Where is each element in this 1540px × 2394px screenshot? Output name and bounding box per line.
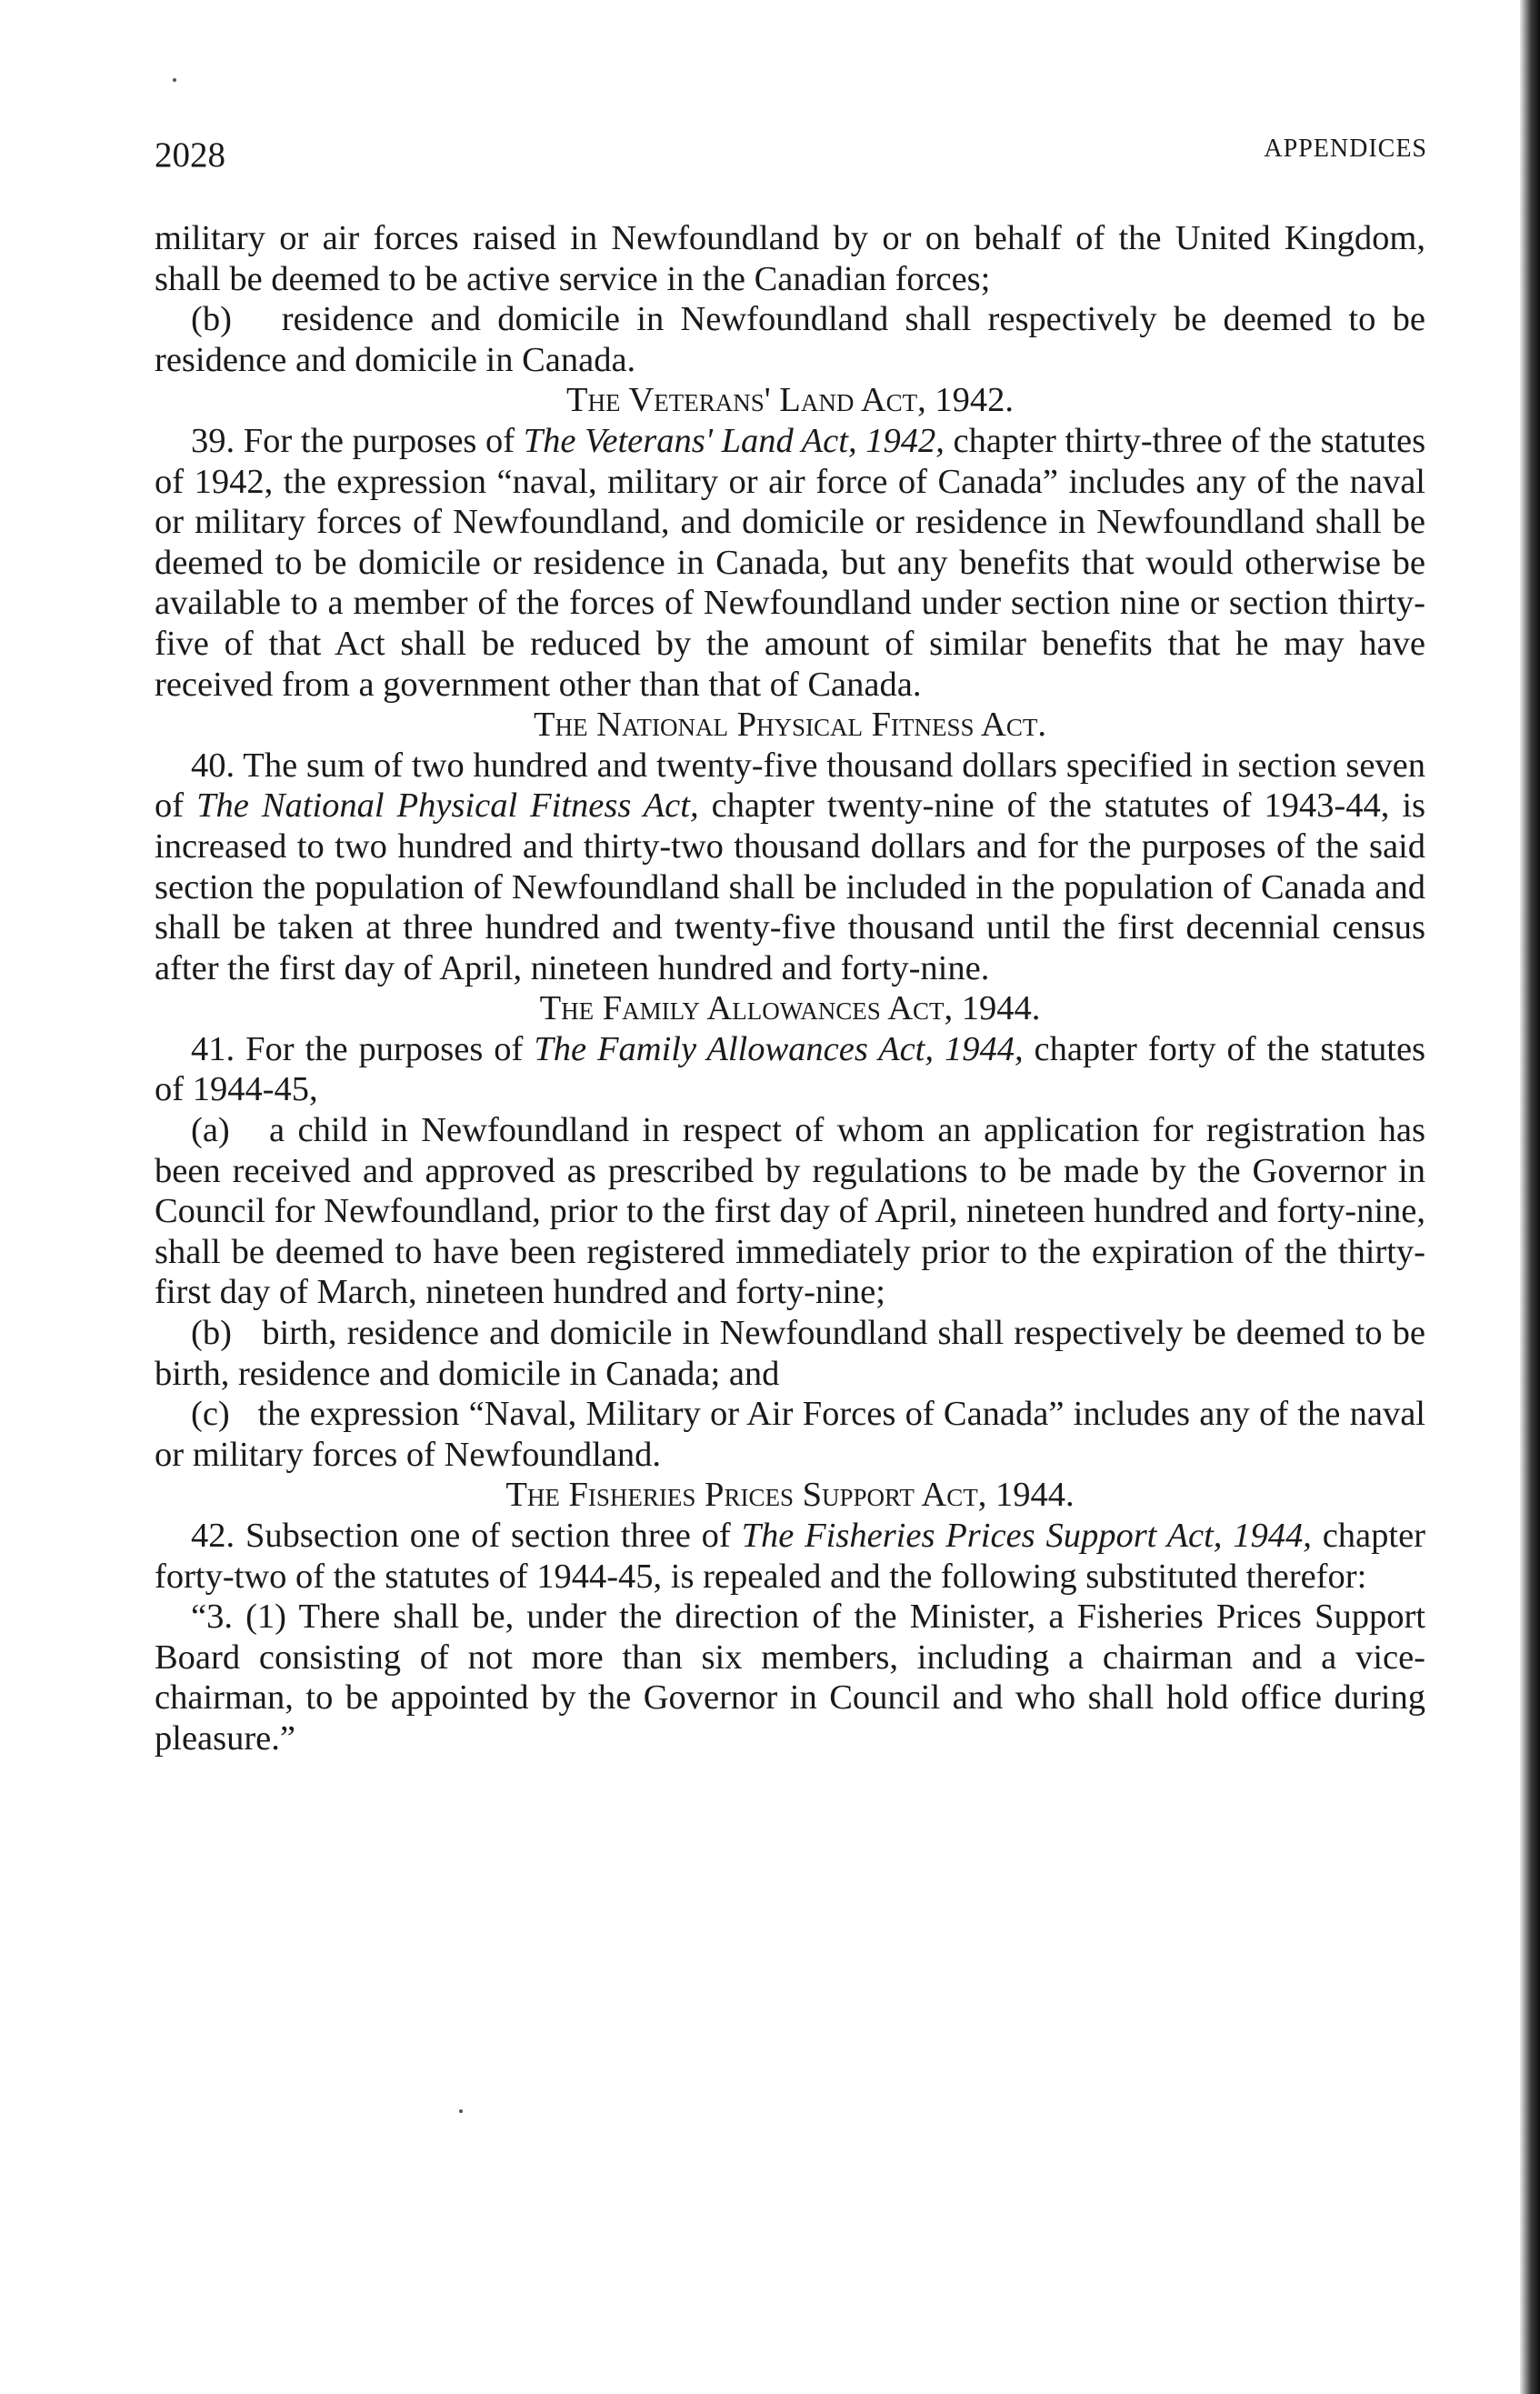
page-header — [155, 135, 1427, 180]
clause-label: (c) — [191, 1395, 230, 1434]
clause-label: (a) — [191, 1111, 230, 1150]
clause-label: (b) — [191, 300, 232, 339]
clause-text: birth, residence and domicile in Newfoundland shall respectively be deemed to be birth, residence and domicile in Canada; and — [155, 1314, 1425, 1393]
section-number: 41. — [191, 1029, 235, 1068]
scan-speck — [459, 2109, 463, 2113]
clause-text: the expression “Naval, Military or Air Forces of Canada” includes any of the naval or military forces of Newfoundland. — [155, 1395, 1426, 1474]
clause-text: a child in Newfoundland in respect of whom an application for registration has been received and approved as prescribed by regulations to be made by the Governor in Council for Newfoundland, prior to the first day of April, nineteen hundred and forty-nine, shall be deemed to have been registered immediately prior to the expiration of the thirty-first day of March, nineteen hundred and forty-nine; — [155, 1111, 1425, 1312]
section-heading-family-allowances-act: The Family Allowances Act, 1944. — [539, 989, 1041, 1028]
page-body — [155, 218, 1425, 1759]
section-text: chapter twenty-nine of the statutes of 1943-44, is increased to two hundred and thirty-two thousand dollars and for the purposes of the said section the population of Newfoundland shall be included in the population of Canada and shall be taken at three hundred and twenty-five thousand until the first decennial census after the first day of April, nineteen hundred and forty-nine. — [155, 786, 1425, 987]
section-heading-veterans-land-act: The Veterans' Land Act, 1942. — [566, 381, 1014, 420]
clause-a — [155, 1110, 1425, 1313]
act-title: The National Physical Fitness Act, — [196, 786, 699, 826]
section-text: For the purposes of — [245, 1029, 524, 1068]
clause-b — [155, 299, 1425, 380]
scan-speck — [173, 78, 176, 82]
section-text: Subsection one of section three of — [245, 1517, 731, 1555]
section-40 — [155, 746, 1425, 989]
clause-label: (b) — [191, 1314, 232, 1353]
section-number: 40. — [191, 746, 235, 785]
section-41 — [155, 1029, 1425, 1110]
clause-b — [155, 1313, 1425, 1394]
quoted-substitution: “3. (1) There shall be, under the direction of the Minister, a Fisheries Prices Support Board consisting of not more than six members, including a chairman and a vice-chairman, to be appointed by the Governor in Council and who shall hold office during pleasure.” — [155, 1598, 1425, 1758]
section-42 — [155, 1516, 1425, 1597]
section-heading-fisheries-prices-support-act: The Fisheries Prices Support Act, 1944. — [505, 1476, 1075, 1515]
section-text: chapter thirty-three of the statutes of 1942, the expression “naval, military or air force of Canada” includes any of the naval or military forces of Newfoundland, and domicile or residence in Newfoundland shall be deemed to be domicile or residence in Canada, but any benefits that would otherwise be available to a member of the forces of Newfoundland under section nine or section thirty-five of that Act shall be reduced by the amount of similar benefits that he may have received from a government other than that of Canada. — [155, 421, 1426, 704]
section-text: chapter forty-two of the statutes of 1944-45, is repealed and the following substituted therefor: — [155, 1517, 1426, 1596]
section-number: 39. — [191, 421, 235, 460]
running-head: APPENDICES — [1264, 135, 1427, 163]
page-edge-shadow — [1520, 0, 1540, 2394]
section-text: For the purposes of — [243, 421, 515, 460]
section-text: chapter forty of the statutes of 1944-45, — [155, 1029, 1426, 1109]
section-39 — [155, 421, 1425, 705]
act-title: The Fisheries Prices Support Act, 1944, — [741, 1517, 1312, 1555]
act-title: The Veterans' Land Act, 1942, — [523, 421, 945, 460]
page-number: 2028 — [155, 135, 225, 175]
continued-paragraph: military or air forces raised in Newfoundland by or on behalf of the United Kingdom, shall be deemed to be active service in the Canadian forces; — [155, 219, 1425, 298]
section-text: The sum of two hundred and twenty-five thousand dollars specified in section seven of — [155, 746, 1426, 826]
clause-text: residence and domicile in Newfoundland shall respectively be deemed to be residence and domicile in Canada. — [155, 300, 1425, 379]
act-title: The Family Allowances Act, 1944, — [534, 1029, 1024, 1068]
section-heading-national-physical-fitness-act: The National Physical Fitness Act. — [534, 706, 1046, 745]
clause-c — [155, 1394, 1425, 1475]
section-number: 42. — [191, 1517, 235, 1555]
